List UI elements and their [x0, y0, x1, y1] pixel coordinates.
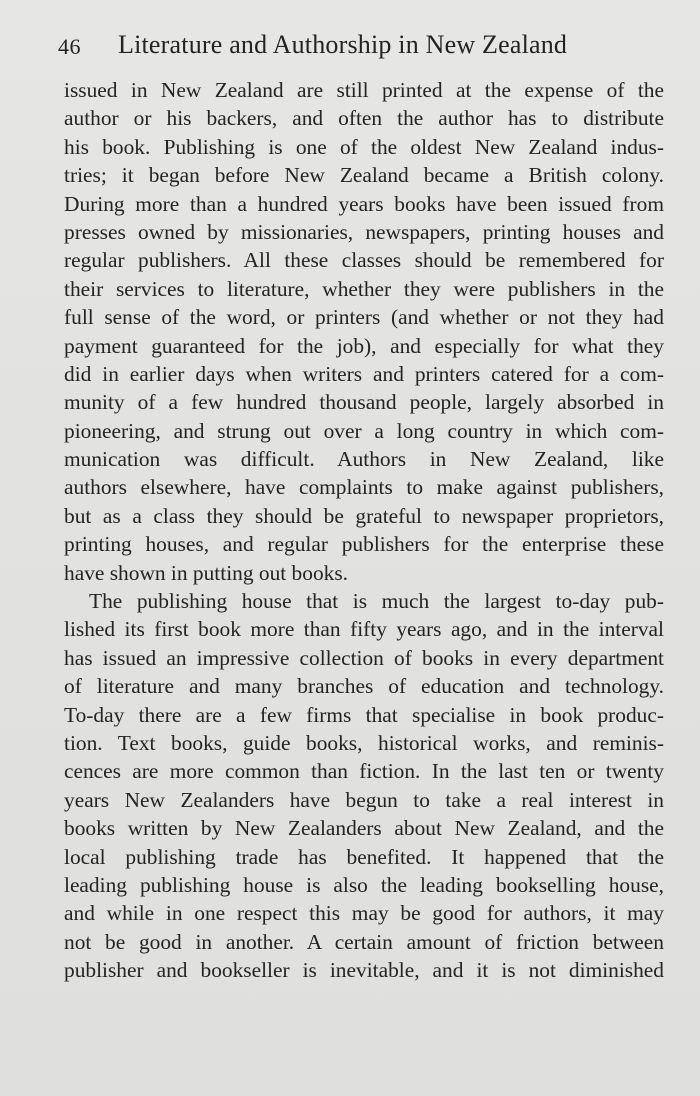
text-line: did in earlier days when writers and printers catered for a com-	[64, 361, 664, 386]
page-number: 46	[58, 34, 81, 59]
text-line: munity of a few hundred thousand people, largely absorbed in	[64, 390, 664, 415]
text-line: payment guaranteed for the job), and especially for what they	[64, 333, 664, 358]
text-line-paragraph-start: The publishing house that is much the largest to-day pub-	[89, 589, 664, 614]
text-line: not be good in another. A certain amount of friction between	[64, 929, 664, 954]
text-line: presses owned by missionaries, newspapers, printing houses and	[64, 219, 664, 244]
text-line: author or his backers, and often the author has to distribute	[64, 106, 664, 131]
body-text	[64, 76, 664, 985]
text-line: To-day there are a few firms that specialise in book produc-	[64, 702, 664, 727]
text-line-paragraph-end: have shown in putting out books.	[64, 560, 349, 585]
text-line: years New Zealanders have begun to take a real interest in	[64, 787, 664, 812]
text-line: of literature and many branches of education and technology.	[64, 674, 664, 699]
text-line: his book. Publishing is one of the oldest New Zealand indus-	[64, 134, 664, 159]
text-line: During more than a hundred years books have been issued from	[64, 191, 664, 216]
text-line: has issued an impressive collection of books in every department	[64, 645, 664, 670]
text-line: printing houses, and regular publishers for the enterprise these	[64, 532, 664, 557]
text-line: cences are more common than fiction. In the last ten or twenty	[64, 759, 664, 784]
text-line: but as a class they should be grateful to newspaper proprietors,	[64, 503, 664, 528]
text-line: books written by New Zealanders about New Zealand, and the	[64, 816, 664, 841]
text-line: tion. Text books, guide books, historical works, and reminis-	[64, 730, 664, 755]
text-line: leading publishing house is also the leading bookselling house,	[64, 872, 664, 897]
text-line: munication was difficult. Authors in New Zealand, like	[64, 447, 664, 472]
text-line: publisher and bookseller is inevitable, and it is not diminished	[64, 958, 664, 983]
text-line: full sense of the word, or printers (and whether or not they had	[64, 305, 664, 330]
text-line: their services to literature, whether they were publishers in the	[64, 276, 664, 301]
text-line: issued in New Zealand are still printed at the expense of the	[64, 78, 664, 102]
text-line: and while in one respect this may be good for authors, it may	[64, 901, 664, 926]
text-line: authors elsewhere, have complaints to make against publishers,	[64, 475, 664, 500]
text-line: tries; it began before New Zealand became a British colony.	[64, 163, 664, 188]
text-line: pioneering, and strung out over a long country in which com-	[64, 418, 664, 443]
running-title: Literature and Authorship in New Zealand	[118, 30, 568, 59]
text-line: regular publishers. All these classes should be remembered for	[64, 248, 664, 273]
page-header	[58, 30, 618, 64]
text-line: lished its first book more than fifty years ago, and in the interval	[64, 617, 664, 642]
text-line: local publishing trade has benefited. It happened that the	[64, 844, 664, 869]
